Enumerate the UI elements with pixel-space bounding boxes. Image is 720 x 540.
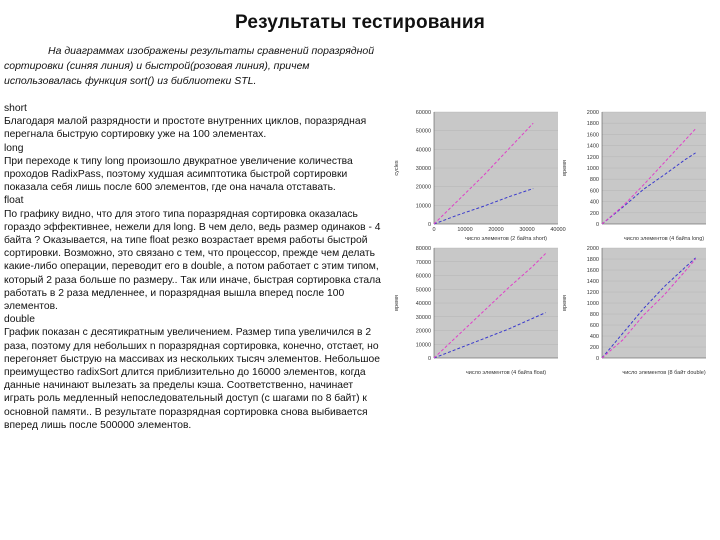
y-axis-label: время (562, 160, 568, 176)
y-tick-label: 200 (589, 345, 599, 351)
y-tick-label: 50000 (415, 287, 431, 294)
results-text (4, 102, 386, 432)
y-tick-label: 60000 (415, 273, 431, 280)
chart-short (388, 104, 568, 242)
section-text-long: При переходе к типу long произошло двукратное увеличение количества проходов RadixPass, поэтому худшая асимптотика быстрой сортировки показала себя лишь после 600 элементов, где она начала отставать. (4, 155, 353, 194)
y-tick-label: 1800 (586, 121, 599, 128)
y-tick-label: 80000 (415, 246, 431, 252)
y-tick-label: 200 (589, 210, 599, 217)
y-tick-label: 0 (427, 222, 431, 228)
y-tick-label: 20000 (415, 184, 431, 191)
intro-text: На диаграммах изображены результаты сравнений поразрядной сортировки (синяя линия) и быстрой(розовая линия), причем использовалась функция sort() из библиотеки STL. (4, 45, 375, 87)
x-axis-label: число элементов (2 байта short) (464, 236, 548, 242)
y-tick-label: 800 (589, 177, 599, 184)
chart-float (388, 240, 568, 376)
y-tick-label: 800 (589, 312, 599, 318)
section-heading-long: long (4, 142, 24, 154)
y-tick-label: 1000 (586, 166, 599, 172)
intro-paragraph (4, 44, 384, 89)
y-tick-label: 2000 (586, 110, 599, 116)
y-tick-label: 1400 (586, 279, 599, 285)
x-tick-label: 0 (432, 227, 436, 233)
y-tick-label: 1600 (586, 132, 599, 139)
y-tick-label: 1800 (586, 257, 599, 263)
x-axis-label: число элементов (4 байта float) (465, 370, 547, 376)
y-axis-label: время (562, 295, 568, 311)
chart-float-svg (388, 240, 568, 376)
chart-long (556, 104, 716, 242)
y-tick-label: 40000 (415, 301, 431, 307)
x-tick-label: 40000 (550, 227, 566, 233)
chart-double (556, 240, 716, 376)
y-tick-label: 400 (589, 334, 599, 340)
y-axis-label: cycles (394, 160, 400, 176)
x-tick-label: 30000 (519, 227, 535, 233)
x-axis-label: число элементов (8 байт double) (622, 370, 706, 376)
x-tick-label: 10000 (457, 227, 473, 233)
y-tick-label: 10000 (415, 342, 431, 349)
y-tick-label: 0 (595, 356, 599, 362)
y-tick-label: 600 (589, 323, 599, 329)
slide-title: Результаты тестирования (234, 12, 486, 33)
chart-short-svg (388, 104, 568, 242)
chart-long-svg (556, 104, 716, 242)
section-text-float: По графику видно, что для этого типа поразрядная сортировка оказалась гораздо эффективнее, нежели для long. В чем дело, ведь размер одинаков - 4 байта ? Оказывается, на типе float резко возрастает время работы быстрой сортировки. Возможно, это связано с тем, что процессор, прежде чем делать какие-либо операции, переводит его в double, а потом работает с этим типом, который 2 раза больше по размеру.. Так или иначе, быстрая сортировка стала работать в 2 раза медленнее, и поразрядная вышла вперед после 100 элементов. (4, 208, 381, 313)
y-tick-label: 1200 (586, 290, 599, 296)
x-tick-label: 20000 (488, 227, 504, 233)
y-tick-label: 2000 (586, 246, 599, 252)
section-heading-double: double (4, 314, 35, 326)
y-tick-label: 0 (427, 356, 431, 362)
y-tick-label: 20000 (415, 328, 431, 335)
y-tick-label: 1000 (586, 301, 599, 307)
section-heading-short: short (4, 103, 27, 114)
y-tick-label: 70000 (415, 259, 431, 266)
y-axis-label: время (394, 295, 400, 311)
y-tick-label: 50000 (415, 128, 431, 135)
y-tick-label: 10000 (415, 203, 431, 210)
x-axis-label: число элементов (4 байта long) (623, 236, 705, 242)
y-tick-label: 1200 (586, 154, 599, 161)
y-tick-label: 30000 (415, 314, 431, 321)
section-text-double: График показан с десятикратным увеличением. Размер типа увеличился в 2 раза, поэтому для небольших n поразрядная сортировка, конечно, отстает, но перегоняет быструю на массивах из нескольких тысяч элементов. Небольшое преимущество radixSort длится приблизительно до 16000 элементов, когда данные начинают вылезать за пределы кэша. Соответственно, начинает играть роль медленный непоследовательный доступ (с шагами по 8 байт) к основной памяти.. В результате поразрядная сортировка снова выбивается вперед лишь после 500000 элементов. (4, 327, 380, 431)
y-tick-label: 1600 (586, 268, 599, 274)
section-text-short: Благодаря малой разрядности и простоте внутренних циклов, поразрядная перегнала быструю сортировку уже на 100 элементах. (4, 116, 367, 141)
y-tick-label: 600 (589, 188, 599, 195)
y-tick-label: 60000 (415, 110, 431, 116)
y-tick-label: 40000 (415, 147, 431, 154)
y-tick-label: 1400 (586, 143, 599, 150)
section-heading-float: float (4, 195, 24, 207)
y-tick-label: 0 (595, 222, 599, 228)
chart-double-svg (556, 240, 716, 376)
y-tick-label: 400 (589, 199, 599, 206)
y-tick-label: 30000 (415, 166, 431, 172)
